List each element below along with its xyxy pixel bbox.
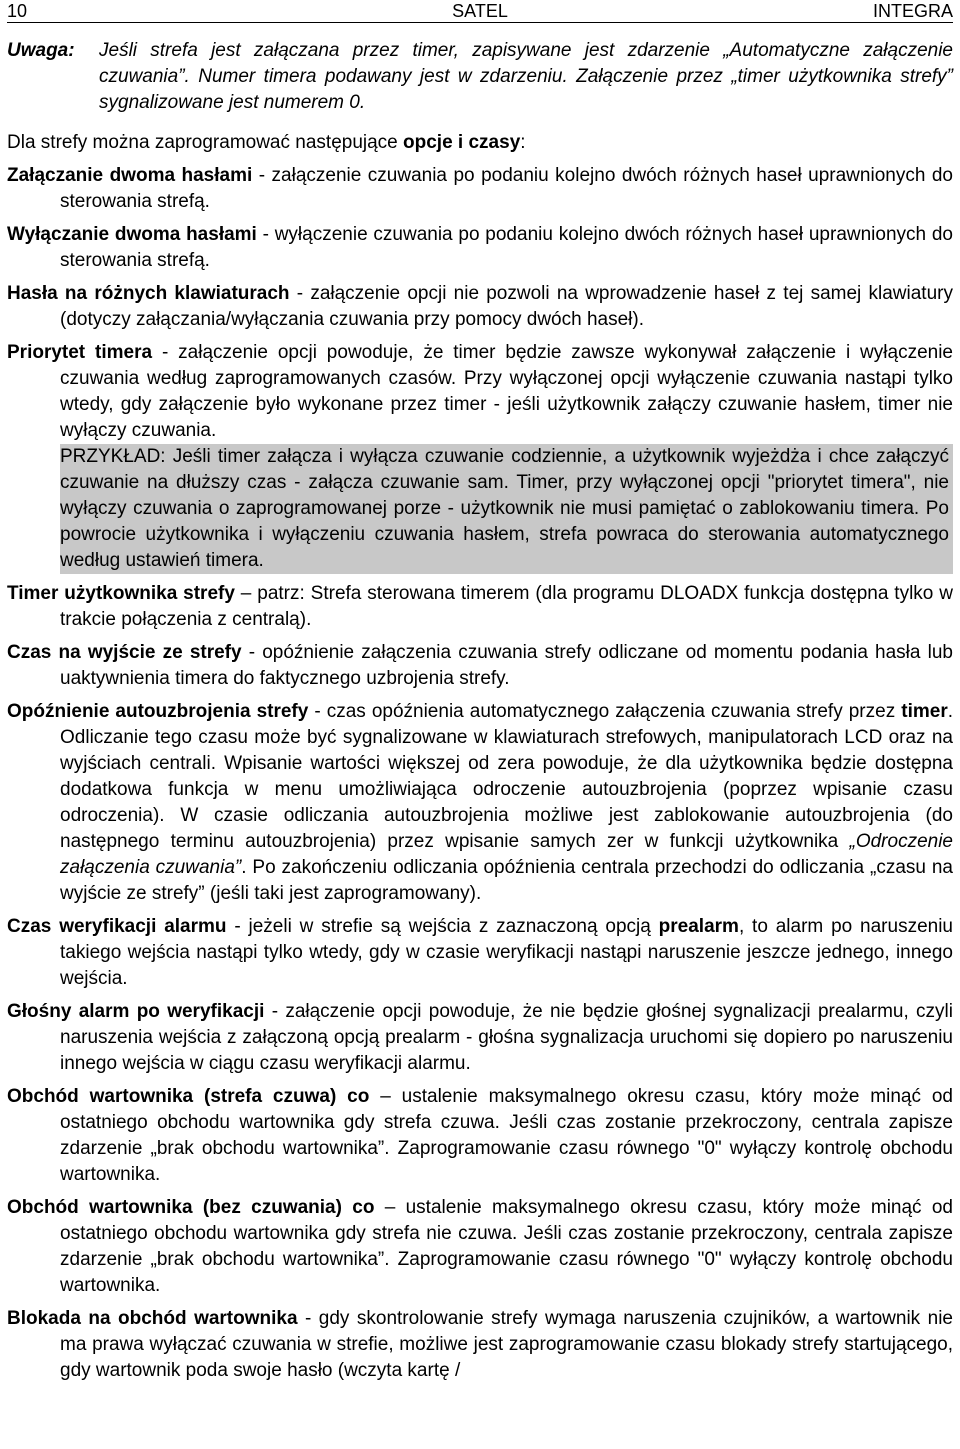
- entry-user-timer: Timer użytkownika strefy – patrz: Strefa sterowana timerem (dla programu DLOADX funkcja dostępna tylko w trakcie połączenia z centralą).: [7, 583, 953, 630]
- header-brand: SATEL: [452, 1, 508, 21]
- entry-guard-round-disarmed: Obchód wartownika (bez czuwania) co – ustalenie maksymalnego okresu czasu, który może minąć od ostatniego obchodu wartownika gdy strefa nie czuwa. Jeśli czas zostanie przekroczony, centrala zapisze zdarzenie „brak obchodu wartownika”. Zaprogramowanie czasu równego "0" wyłączy kontrolę obchodu wartownika.: [7, 1197, 953, 1296]
- entry-loud-alarm: Głośny alarm po weryfikacji - załączenie opcji powoduje, że nie będzie głośnej sygnalizacji prealarmu, czyli naruszenia wejścia z załączoną opcją prealarm - głośna sygnalizacja uruchomi się dopiero po naruszeniu innego wejścia w ciągu czasu weryfikacji alarmu.: [7, 1001, 954, 1074]
- page-header: [7, 0, 953, 23]
- entry-two-passwords-arm: Załączanie dwoma hasłami - załączenie czuwania po podaniu kolejno dwóch różnych haseł uprawnionych do sterowania strefą.: [7, 165, 953, 212]
- note-label: Uwaga:: [7, 40, 75, 61]
- options-list: [7, 163, 953, 1391]
- entry-different-keypads: Hasła na różnych klawiaturach - załączenie opcji nie pozwoli na wprowadzenie haseł z tej samej klawiatury (dotyczy załączania/wyłączania czuwania przy pomocy dwóch haseł).: [7, 283, 953, 330]
- warning-note: [7, 38, 953, 116]
- page-number: 10: [7, 1, 28, 21]
- entry-auto-arm-delay: Opóźnienie autouzbrojenia strefy - czas opóźnienia automatycznego załączenia czuwania strefy przez timer. Odliczanie tego czasu może być sygnalizowane w klawiaturach strefowych, manipulatorach LCD oraz na wyjściach centrali. Wpisanie wartości większej od zera powoduje, że dla użytkownika będzie dostępna dodatkowa funkcja w menu umożliwiająca odroczenie autouzbrojenia (poprzez wpisanie czasu odroczenia). W czasie odliczania autouzbrojenia możliwe jest zablokowanie autouzbrojenia (do następnego terminu autouzbrojenia) przez wpisanie samych zer w funkcji użytkownika „Odroczenie załączenia czuwania”. Po zakończeniu odliczania opóźnienia centrala przechodzi do odliczania „czasu na wyjście ze strefy” (jeśli taki jest zaprogramowany).: [7, 701, 953, 904]
- intro-paragraph: Dla strefy można zaprogramować następujące opcje i czasy:: [7, 132, 526, 153]
- entry-two-passwords-disarm: Wyłączanie dwoma hasłami - wyłączenie czuwania po podaniu kolejno dwóch różnych haseł uprawnionych do sterowania strefą.: [7, 224, 953, 271]
- entry-guard-block: Blokada na obchód wartownika - gdy skontrolowanie strefy wymaga naruszenia czujników, a wartownik nie ma prawa wyłączać czuwania w strefie, możliwe jest zaprogramowanie czasu blokady strefy startującego, gdy wartownik poda swoje hasło (wczyta kartę /: [7, 1308, 953, 1381]
- entry-exit-time: Czas na wyjście ze strefy - opóźnienie załączenia czuwania strefy odliczane od momentu podania hasła lub uaktywnienia timera do faktycznego uzbrojenia strefy.: [7, 642, 953, 689]
- header-product: INTEGRA: [872, 1, 953, 21]
- entry-guard-round-armed: Obchód wartownika (strefa czuwa) co – ustalenie maksymalnego okresu czasu, który może minąć od ostatniego obchodu wartownika gdy strefa czuwa. Jeśli czas zostanie przekroczony, centrala zapisze zdarzenie „brak obchodu wartownika”. Zaprogramowanie czasu równego "0" wyłączy kontrolę obchodu wartownika.: [7, 1086, 953, 1185]
- example-box: PRZYKŁAD: Jeśli timer załącza i wyłącza czuwanie codziennie, a użytkownik wyjeżdża i chce załączyć czuwanie na dłuższy czas - załącza czuwanie sam. Timer, przy wyłączonej opcji "priorytet timera", nie wyłączy czuwania o zaprogramowanej porze - użytkownik nie musi pamiętać o zablokowaniu timera. Po powrocie użytkownika i wyłączeniu czuwania hasłem, strefa powraca do sterowania automatycznego według ustawień timera.: [60, 444, 953, 574]
- note-text: Jeśli strefa jest załączana przez timer, zapisywane jest zdarzenie „Automatyczne załączenie czuwania”. Numer timera podawany jest w zdarzeniu. Załączenie przez „timer użytkownika strefy” sygnalizowane jest numerem 0.: [99, 40, 953, 113]
- entry-alarm-verification: Czas weryfikacji alarmu - jeżeli w strefie są wejścia z zaznaczoną opcją prealarm, to alarm po naruszeniu takiego wejścia nastąpi tylko wtedy, gdy w czasie weryfikacji nastąpi naruszenie jeszcze jednego, innego wejścia.: [7, 916, 954, 989]
- entry-timer-priority: Priorytet timera - załączenie opcji powoduje, że timer będzie zawsze wykonywał załączenie i wyłączenie czuwania według zaprogramowanych czasów. Przy wyłączonej opcji wyłączenie czuwania nastąpi tylko wtedy, gdy załączenie było wykonane przez timer - jeśli użytkownik załączy czuwanie hasłem, timer nie wyłączy czuwania. PRZYKŁAD: Jeśli timer załącza i wyłącza czuwanie codziennie, a użytkownik wyjeżdża i chce załączyć czuwanie na dłuższy czas - załącza czuwanie sam. Timer, przy wyłączonej opcji "priorytet timera", nie wyłączy czuwania o zaprogramowanej porze - użytkownik nie musi pamiętać o zablokowaniu timera. Po powrocie użytkownika i wyłączeniu czuwania hasłem, strefa powraca do sterowania automatycznego według ustawień timera.: [7, 340, 953, 574]
